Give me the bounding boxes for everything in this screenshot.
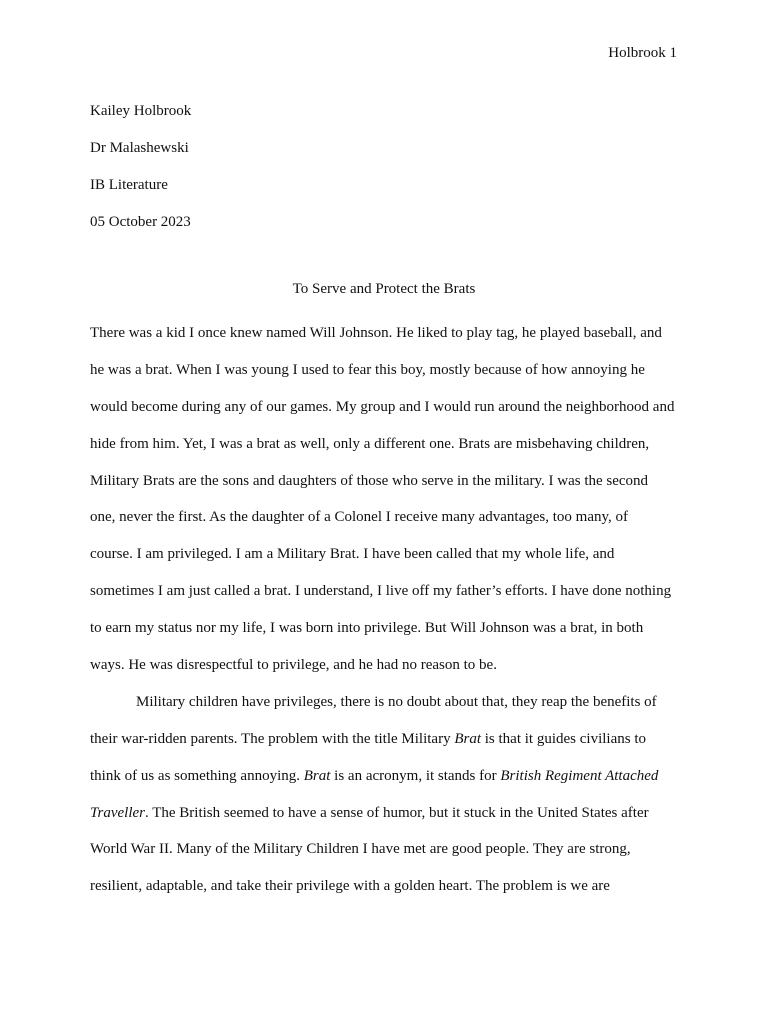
body-line: ways. He was disrespectful to privilege, and he had no reason to be. (90, 657, 497, 674)
body-line: course. I am privileged. I am a Military Brat. I have been called that my whole life, and (90, 546, 615, 563)
body-line: sometimes I am just called a brat. I understand, I live off my father’s efforts. I have done nothing (90, 583, 672, 600)
body-line: There was a kid I once knew named Will Johnson. He liked to play tag, he played baseball, and (90, 325, 662, 341)
course-name: IB Literature (90, 177, 168, 193)
body-line (90, 795, 678, 832)
paragraph-2 (90, 684, 678, 905)
body-line: Military children have privileges, there is no doubt about that, they reap the benefits of (136, 693, 657, 710)
body-line: one, never the first. As the daughter of a Colonel I receive many advantages, too many, of (90, 509, 629, 526)
italic-run: Brat (454, 730, 481, 747)
text-run: think of us as something annoying. (90, 767, 304, 784)
running-head-page-number: Holbrook 1 (608, 45, 677, 61)
body-line: Military Brats are the sons and daughters of those who serve in the military. I was the second (90, 472, 649, 489)
body-line: he was a brat. When I was young I used to fear this boy, mostly because of how annoying he (90, 361, 645, 378)
essay-title: To Serve and Protect the Brats (292, 281, 476, 297)
italic-run: Traveller (90, 804, 145, 821)
body-line (90, 758, 678, 795)
italic-run: Brat (303, 767, 331, 784)
text-run: their war-ridden parents. The problem with the title Military (90, 730, 455, 747)
text-run: . The British seemed to have a sense of humor, but it stuck in the United States after (145, 804, 649, 821)
body-line: hide from him. Yet, I was a brat as well, only a different one. Brats are misbehaving children, (90, 435, 650, 452)
body-line: would become during any of our games. My group and I would run around the neighborhood and (90, 398, 675, 415)
instructor-name: Dr Malashewski (90, 140, 189, 156)
essay-body (90, 315, 678, 905)
body-line: to earn my status nor my life, I was born into privilege. But Will Johnson was a brat, in both (90, 620, 644, 637)
author-name: Kailey Holbrook (90, 103, 192, 119)
text-run: is that it guides civilians to (481, 730, 646, 747)
body-line (90, 721, 678, 758)
italic-run: British Regiment Attached (500, 767, 659, 784)
date: 05 October 2023 (90, 214, 191, 230)
mla-heading (90, 93, 678, 241)
text-run: is an acronym, it stands for (330, 767, 501, 784)
body-line: resilient, adaptable, and take their privilege with a golden heart. The problem is we are (90, 878, 610, 895)
body-line: World War II. Many of the Military Children I have met are good people. They are strong, (90, 841, 631, 858)
paragraph-1 (90, 315, 678, 684)
